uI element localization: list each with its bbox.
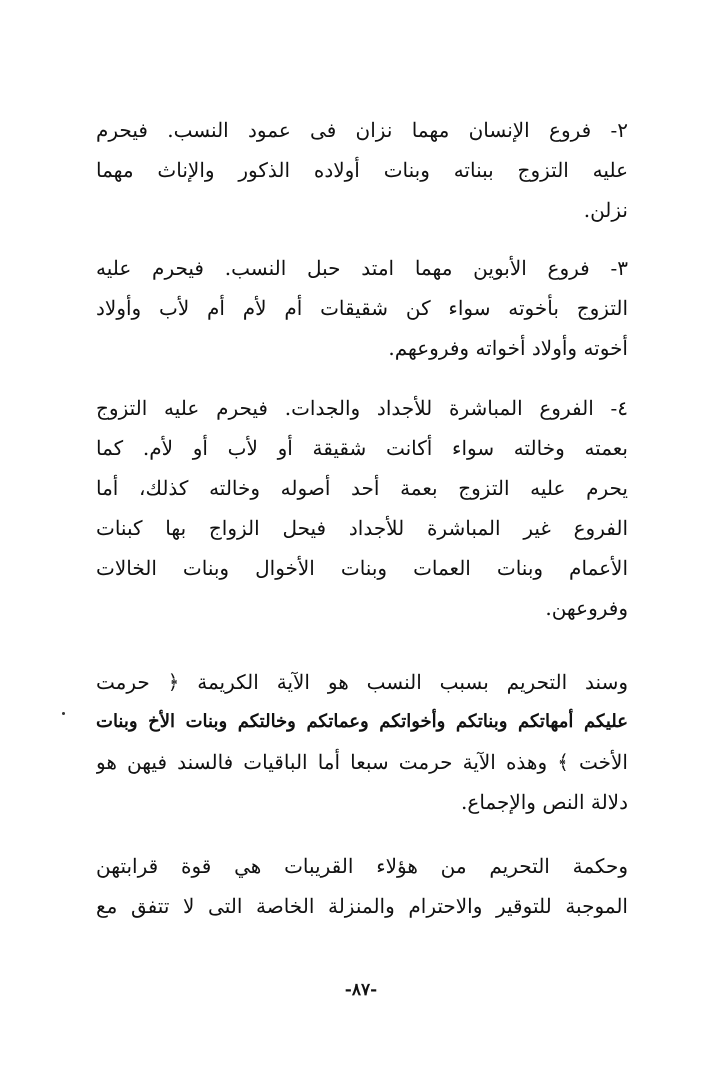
text-line: نزلن. [583, 198, 628, 222]
text-line: وحكمة التحريم من هؤلاء القريبات هي قوة قرابتهن [96, 854, 628, 878]
list-item-4 [96, 388, 628, 628]
text-line: وفروعهن. [545, 596, 628, 620]
text-line: الفروع غير المباشرة للأجداد فيحل الزواج بها كبنات [96, 516, 628, 540]
text-line: ٢- فروع الإنسان مهما نزان فى عمود النسب. فيحرم [96, 118, 628, 142]
paragraph-hikma [96, 846, 628, 926]
text-line: التزوج بأخوته سواء كن شقيقات أم لأم أم لأب وأولاد [96, 296, 628, 320]
text-line: بعمته وخالته سواء أكانت شقيقة أو لأب أو لأم. كما [96, 436, 628, 460]
page-number: -٨٧- [344, 980, 378, 1000]
text-line: وسند التحريم بسبب النسب هو الآية الكريمة ﴿ حرمت [96, 670, 628, 694]
text-line: الأخت ﴾ وهذه الآية حرمت سبعا أما الباقيات فالسند فيهن هو [96, 750, 628, 774]
scan-speck [62, 712, 65, 715]
quran-verse-line: عليكم أمهاتكم وبناتكم وأخواتكم وعماتكم وخالتكم وبنات الأخ وبنات [96, 711, 628, 732]
text-line: عليه التزوج ببناته وبنات أولاده الذكور والإناث مهما [96, 158, 628, 182]
text-line: الأعمام وبنات العمات وبنات الأخوال وبنات الخالات [96, 556, 628, 580]
list-item-3 [96, 248, 628, 368]
text-line: دلالة النص والإجماع. [461, 790, 628, 814]
text-line: أخوته وأولاد أخواته وفروعهم. [388, 336, 628, 360]
text-line: ٣- فروع الأبوين مهما امتد حبل النسب. فيحرم عليه [96, 256, 628, 280]
text-line: يحرم عليه التزوج بعمة أحد أصوله وخالته كذلك، أما [96, 476, 628, 500]
text-line: ٤- الفروع المباشرة للأجداد والجدات. فيحرم عليه التزوج [96, 396, 628, 420]
list-item-2 [96, 110, 628, 230]
paragraph-sanad [96, 662, 628, 822]
text-line: الموجبة للتوقير والاحترام والمنزلة الخاصة التى لا تتفق مع [96, 894, 628, 918]
